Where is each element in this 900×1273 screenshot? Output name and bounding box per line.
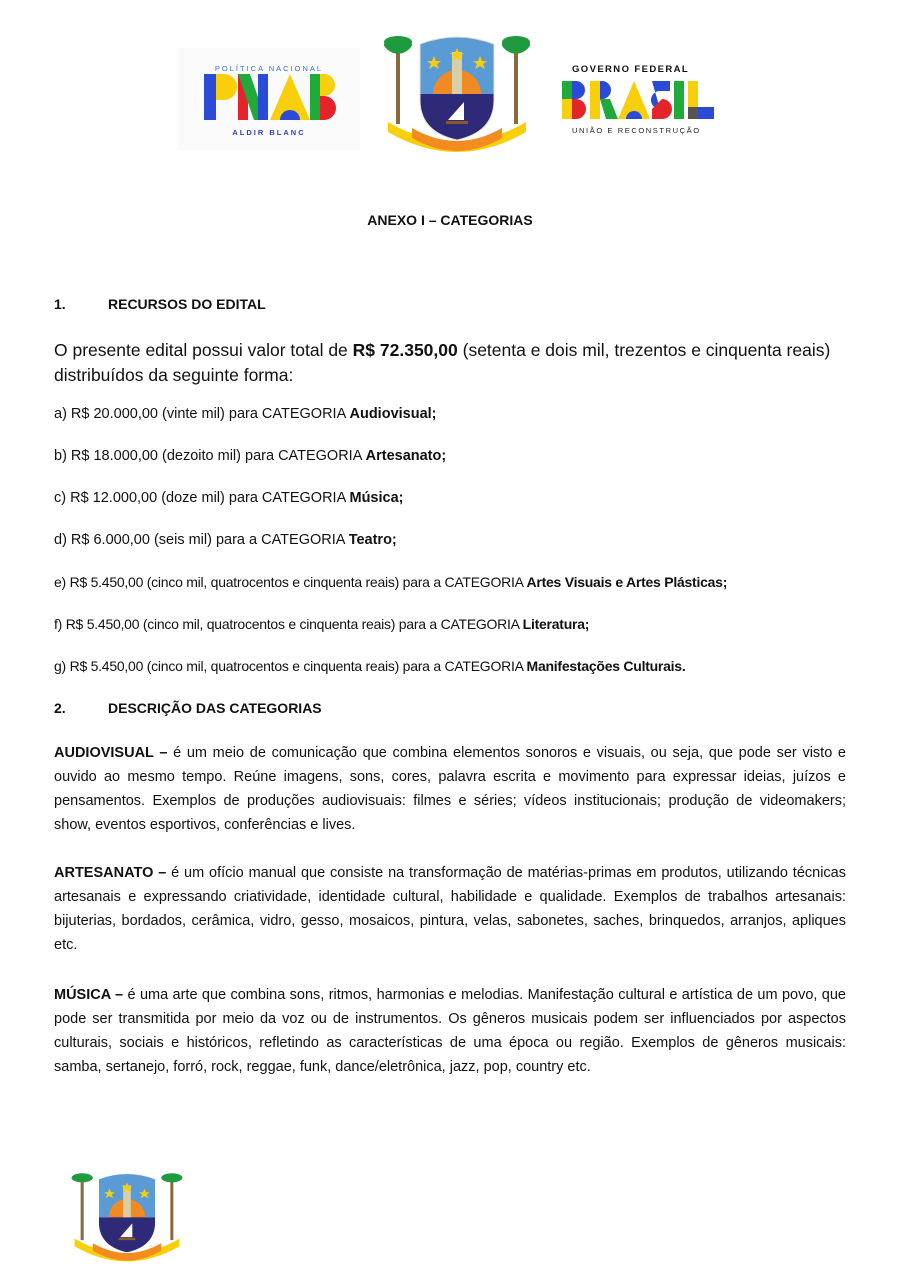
section-1-number: 1. xyxy=(54,296,66,312)
allocation-category: Teatro; xyxy=(348,532,397,548)
allocation-text: a) R$ 20.000,00 (vinte mil) para CATEGORIA xyxy=(54,406,350,422)
brasil-letters-icon xyxy=(562,81,714,119)
allocation-category: Artes Visuais e Artes Plásticas; xyxy=(526,574,728,590)
section-1-title: RECURSOS DO EDITAL xyxy=(108,296,266,312)
description-term: AUDIOVISUAL – xyxy=(54,745,168,761)
section-1-heading xyxy=(54,296,266,312)
municipal-coat-of-arms-icon xyxy=(382,22,532,152)
pnab-bottom-text: ALDIR BLANC xyxy=(232,128,306,137)
allocation-item xyxy=(54,616,589,632)
allocation-item xyxy=(54,490,404,506)
description-text: é um meio de comunicação que combina elementos sonoros e visuais, ou seja, que pode ser visto e ouvido ao mesmo tempo. Reúne imagens, sons, cores, palavra escrita e movimento para expressar ideias, juízos e pensamentos. Exemplos de produções audiovisuais: filmes e séries; vídeos institucionais; produção de videomakers; show, eventos esportivos, conferências e lives. xyxy=(54,745,846,833)
category-description-artesanato xyxy=(54,861,846,957)
section-2-number: 2. xyxy=(54,700,66,716)
pnab-top-text: POLÍTICA NACIONAL xyxy=(214,64,324,73)
gov-top-text: GOVERNO FEDERAL xyxy=(572,64,690,75)
allocation-text: e) R$ 5.450,00 (cinco mil, quatrocentos e cinquenta reais) para a CATEGORIA xyxy=(54,574,527,590)
allocation-text: g) R$ 5.450,00 (cinco mil, quatrocentos e cinquenta reais) para a CATEGORIA xyxy=(54,658,527,674)
allocation-text: b) R$ 18.000,00 (dezoito mil) para CATEGORIA xyxy=(54,448,366,464)
section-2-title: DESCRIÇÃO DAS CATEGORIAS xyxy=(108,700,322,716)
intro-text-cont: (setenta e dois mil, trezentos e cinquenta reais) distribuídos da seguinte forma: xyxy=(54,340,831,385)
document-title: ANEXO I – CATEGORIAS xyxy=(367,212,533,228)
allocation-item xyxy=(54,406,437,422)
allocation-category: Artesanato; xyxy=(365,448,447,464)
description-term: MÚSICA – xyxy=(54,987,124,1003)
footer-coat-of-arms-icon xyxy=(70,1162,184,1262)
gov-bottom-text: UNIÃO E RECONSTRUÇÃO xyxy=(572,126,701,135)
governo-federal-logo xyxy=(560,64,720,144)
header-logos xyxy=(0,20,900,160)
section-1-intro xyxy=(54,338,846,388)
intro-text: O presente edital possui valor total de xyxy=(54,340,353,360)
category-description-audiovisual xyxy=(54,741,846,837)
section-2-heading xyxy=(54,700,322,716)
allocation-item xyxy=(54,574,727,590)
allocation-text: d) R$ 6.000,00 (seis mil) para a CATEGORIA xyxy=(54,532,349,548)
allocation-text: c) R$ 12.000,00 (doze mil) para CATEGORIA xyxy=(54,490,350,506)
allocation-category: Audiovisual; xyxy=(349,406,437,422)
allocation-item xyxy=(54,532,397,548)
allocation-category: Literatura; xyxy=(522,616,590,632)
allocation-item xyxy=(54,658,685,674)
description-text: é um ofício manual que consiste na transformação de matérias-primas em produtos, utilizando técnicas artesanais e expressando criatividade, identidade cultural, habilidade e qualidade. Exemplos de trabalhos artesanais: bijuterias, bordados, cerâmica, vidro, gesso, mosaicos, pintura, velas, sabonetes, saches, brinquedos, arranjos, apliques etc. xyxy=(54,865,846,953)
total-value: R$ 72.350,00 xyxy=(352,340,458,360)
pnab-logo xyxy=(178,48,360,150)
pnab-letters-icon xyxy=(204,74,336,120)
description-term: ARTESANATO – xyxy=(54,865,167,881)
allocation-text: f) R$ 5.450,00 (cinco mil, quatrocentos e cinquenta reais) para a CATEGORIA xyxy=(54,616,523,632)
allocation-category: Manifestações Culturais. xyxy=(526,658,686,674)
category-description-musica xyxy=(54,983,846,1079)
description-text: é uma arte que combina sons, ritmos, harmonias e melodias. Manifestação cultural e artística de um povo, que pode ser transmitida por meio da voz ou de instrumentos. Os gêneros musicais podem ser influenciados por aspectos culturais, sociais e históricos, refletindo as características de uma época ou região. Exemplos de gêneros musicais: samba, sertanejo, forró, rock, reggae, funk, dance/eletrônica, jazz, pop, country etc. xyxy=(54,987,847,1075)
allocation-category: Música; xyxy=(349,490,404,506)
allocation-item xyxy=(54,448,446,464)
